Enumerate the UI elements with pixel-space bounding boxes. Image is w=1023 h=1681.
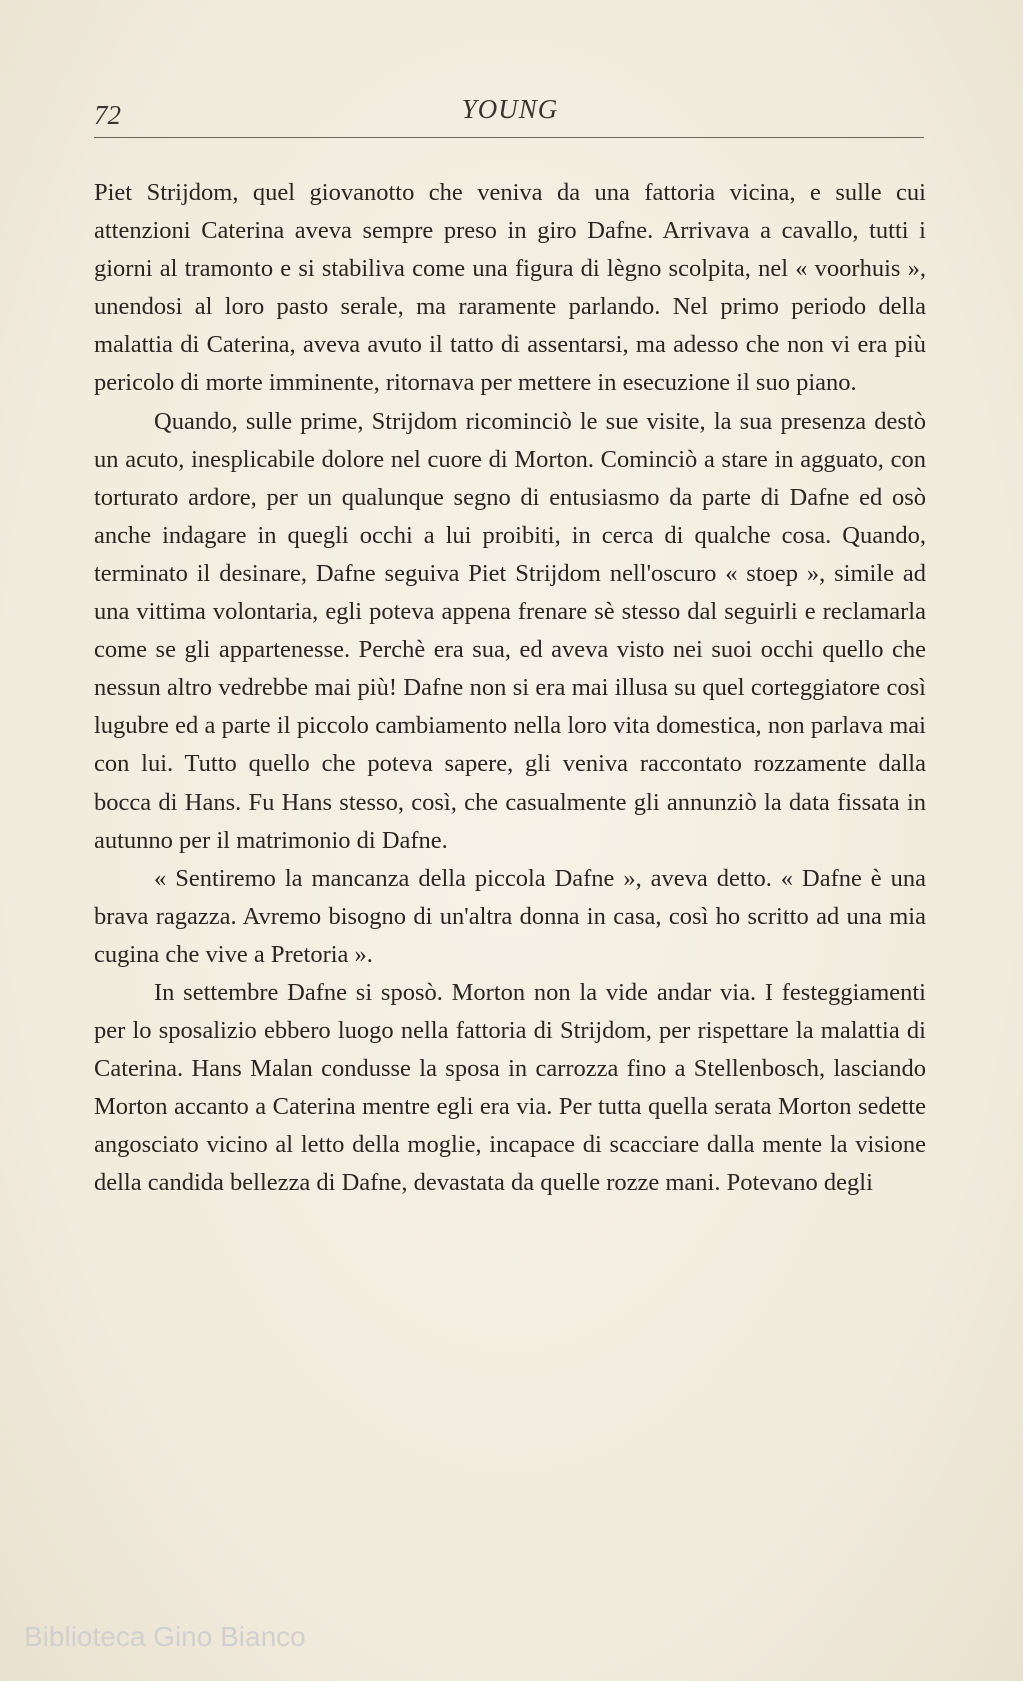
paragraph-3: « Sentiremo la mancanza della piccola Dafne », aveva detto. « Dafne è una brava ragazza. Avremo bisogno di un'altra donna in casa, così ho scritto ad una mia cugina che vive a Pretoria ». [94,864,926,968]
header-rule [94,137,924,138]
paragraph-4: In settembre Dafne si sposò. Morton non la vide andar via. I festeggiamenti per lo sposalizio ebbero luogo nella fattoria di Strijdom, per rispettare la malattia di Caterina. Hans Malan condusse la sposa in carrozza fino a Stellenbosch, lasciando Morton accanto a Caterina mentre egli era via. Per tutta quella serata Morton sedette angosciato vicino al letto della moglie, incapace di scacciare dalla mente la visione della candida bellezza di Dafne, devastata da quelle rozze mani. Potevano degli [94,978,926,1197]
body-text [94,174,926,1203]
library-watermark: Biblioteca Gino Bianco [24,1621,306,1652]
page-header [94,86,926,130]
paragraph-1: Piet Strijdom, quel giovanotto che veniva da una fattoria vicina, e sulle cui attenzioni Caterina aveva sempre preso in giro Dafne. Arrivava a cavallo, tutti i giorni al tramonto e si stabiliva come una figura di lègno scolpita, nel « voorhuis », unendosi al loro pasto serale, ma raramente parlando. Nel primo periodo della malattia di Caterina, aveva avuto il tatto di assentarsi, ma adesso che non vi era più pericolo di morte imminente, ritornava per mettere in esecuzione il suo piano. [94,179,926,397]
page-number: 72 [94,100,121,130]
running-title: YOUNG [461,94,559,124]
paragraph-2: Quando, sulle prime, Strijdom ricominciò le sue visite, la sua presenza destò un acuto, inesplicabile dolore nel cuore di Morton. Cominciò a stare in agguato, con torturato ardore, per un qualunque segno di entusiasmo da parte di Dafne ed osò anche indagare in quegli occhi a lui proibiti, in cerca di qualche cosa. Quando, terminato il desinare, Dafne seguiva Piet Strijdom nell'oscuro « stoep », simile ad una vittima volontaria, egli poteva appena frenare sè stesso dal seguirli e reclamarla come se gli appartenesse. Perchè era sua, ed aveva visto nei suoi occhi quello che nessun altro vedrebbe mai più! Dafne non si era mai illusa su quel corteggiatore così lugubre ed a parte il piccolo cambiamento nella loro vita domestica, non parlava mai con lui. Tutto quello che poteva sapere, gli veniva raccontato rozzamente dalla bocca di Hans. Fu Hans stesso, così, che casualmente gli annunziò la data fissata in autunno per il matrimonio di Dafne. [94,407,926,854]
